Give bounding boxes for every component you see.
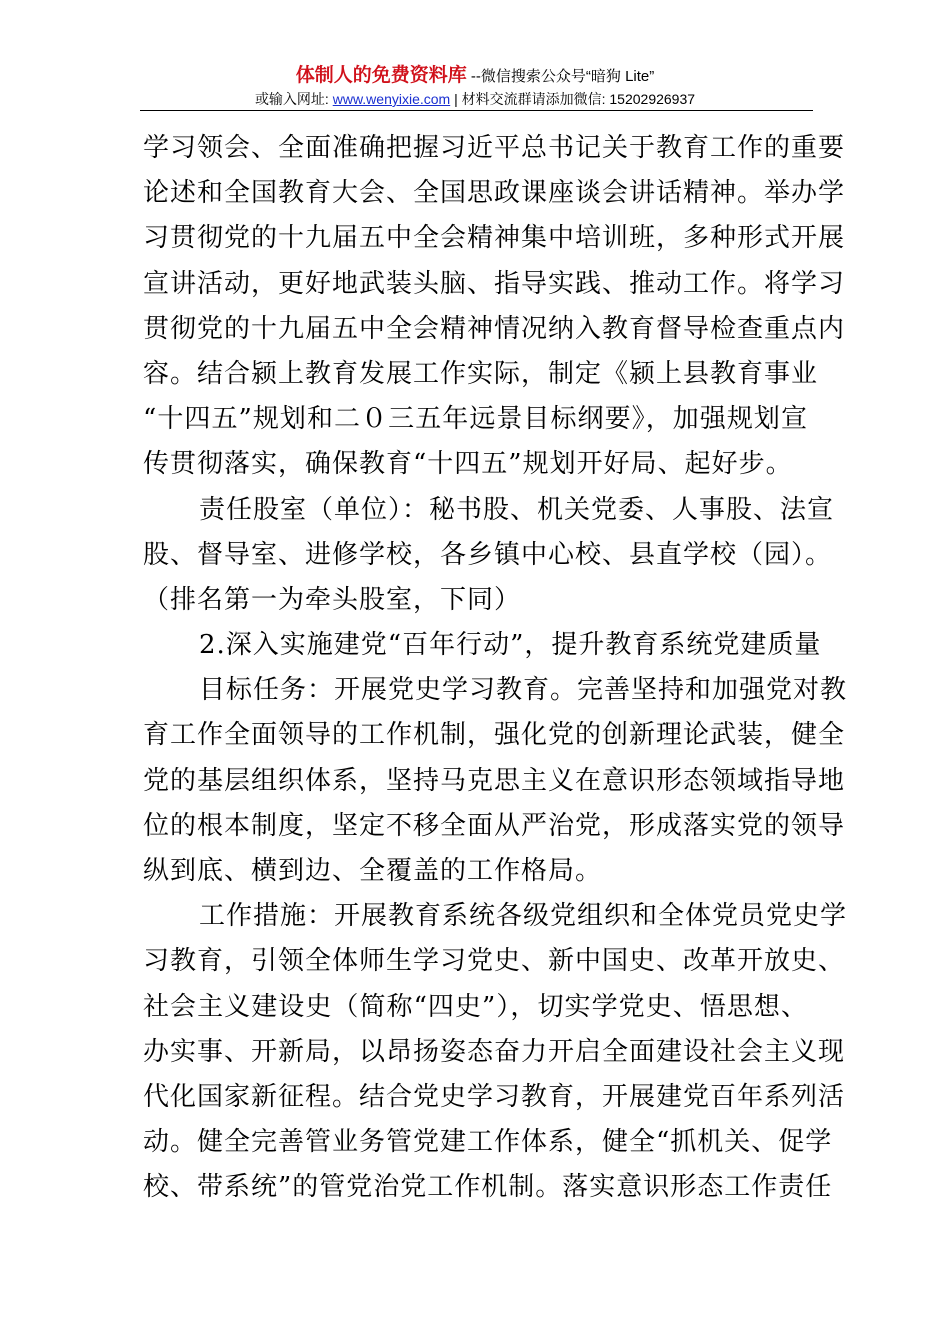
body-line: 宣讲活动，更好地武装头脑、指导实践、推动工作。将学习 (143, 268, 846, 299)
section-heading: 2.深入实施建党“百年行动”，提升教育系统党建质量 (199, 630, 822, 661)
body-line: 代化国家新征程。结合党史学习教育，开展建党百年系列活 (143, 1081, 846, 1112)
body-line: （排名第一为牵头股室，下同） (143, 584, 522, 615)
body-line: 动。健全完善管业务管党建工作体系，健全“抓机关、促学 (143, 1127, 833, 1158)
body-line: 论述和全国教育大会、全国思政课座谈会讲话精神。举办学 (143, 178, 846, 209)
body-line: 目标任务：开展党史学习教育。完善坚持和加强党对教 (199, 675, 848, 706)
header-divider (140, 110, 813, 111)
body-line: 贯彻党的十九届五中全会精神情况纳入教育督导检查重点内 (143, 313, 846, 344)
body-line: 纵到底、横到边、全覆盖的工作格局。 (143, 856, 603, 886)
body-line: 育工作全面领导的工作机制，强化党的创新理论武装，健全 (143, 720, 846, 751)
body-line: 股、督导室、进修学校，各乡镇中心校、县直学校（园）。 (143, 539, 833, 570)
url-prefix: 或输入网址: (254, 91, 333, 107)
body-line: 学习领会、全面准确把握习近平总书记关于教育工作的重要 (143, 133, 846, 163)
body-line: 校、带系统”的管党治党工作机制。落实意识形态工作责任 (143, 1172, 833, 1203)
body-line: 习教育，引领全体师生学习党史、新中国史、改革开放史、 (143, 946, 846, 977)
body-line: 位的根本制度，坚定不移全面从严治党，形成落实党的领导 (143, 810, 846, 841)
document-body (143, 126, 848, 1211)
contact-info: | 材料交流群请添加微信: 15202926937 (450, 91, 696, 107)
body-line: 工作措施：开展教育系统各级党组织和全体党员党史学 (199, 901, 848, 932)
site-name: 体制人的免费资料库 (295, 65, 467, 86)
page-header (0, 66, 950, 108)
body-line: 习贯彻党的十九届五中全会精神集中培训班，多种形式开展 (143, 223, 846, 254)
body-line: 责任股室（单位）：秘书股、机关党委、人事股、法宣 (199, 494, 835, 525)
wechat-note: --微信搜索公众号“暗狗 Lite” (466, 68, 655, 85)
body-line: 容。结合颍上教育发展工作实际，制定《颍上县教育事业 (143, 358, 819, 389)
header-title-line (0, 66, 950, 87)
body-line: 办实事、开新局，以昂扬姿态奋力开启全面建设社会主义现 (143, 1036, 846, 1067)
body-line: 传贯彻落实，确保教育“十四五”规划开好局、起好步。 (143, 449, 793, 480)
body-line: 党的基层组织体系，坚持马克思主义在意识形态领域指导地 (143, 765, 846, 796)
site-url-link[interactable]: www.wenyixie.com (332, 91, 451, 107)
header-contact-line (0, 90, 950, 108)
body-line: 社会主义建设史（简称“四史”），切实学党史、悟思想、 (143, 991, 808, 1022)
body-line: “十四五”规划和二０三五年远景目标纲要》，加强规划宣 (143, 404, 808, 435)
